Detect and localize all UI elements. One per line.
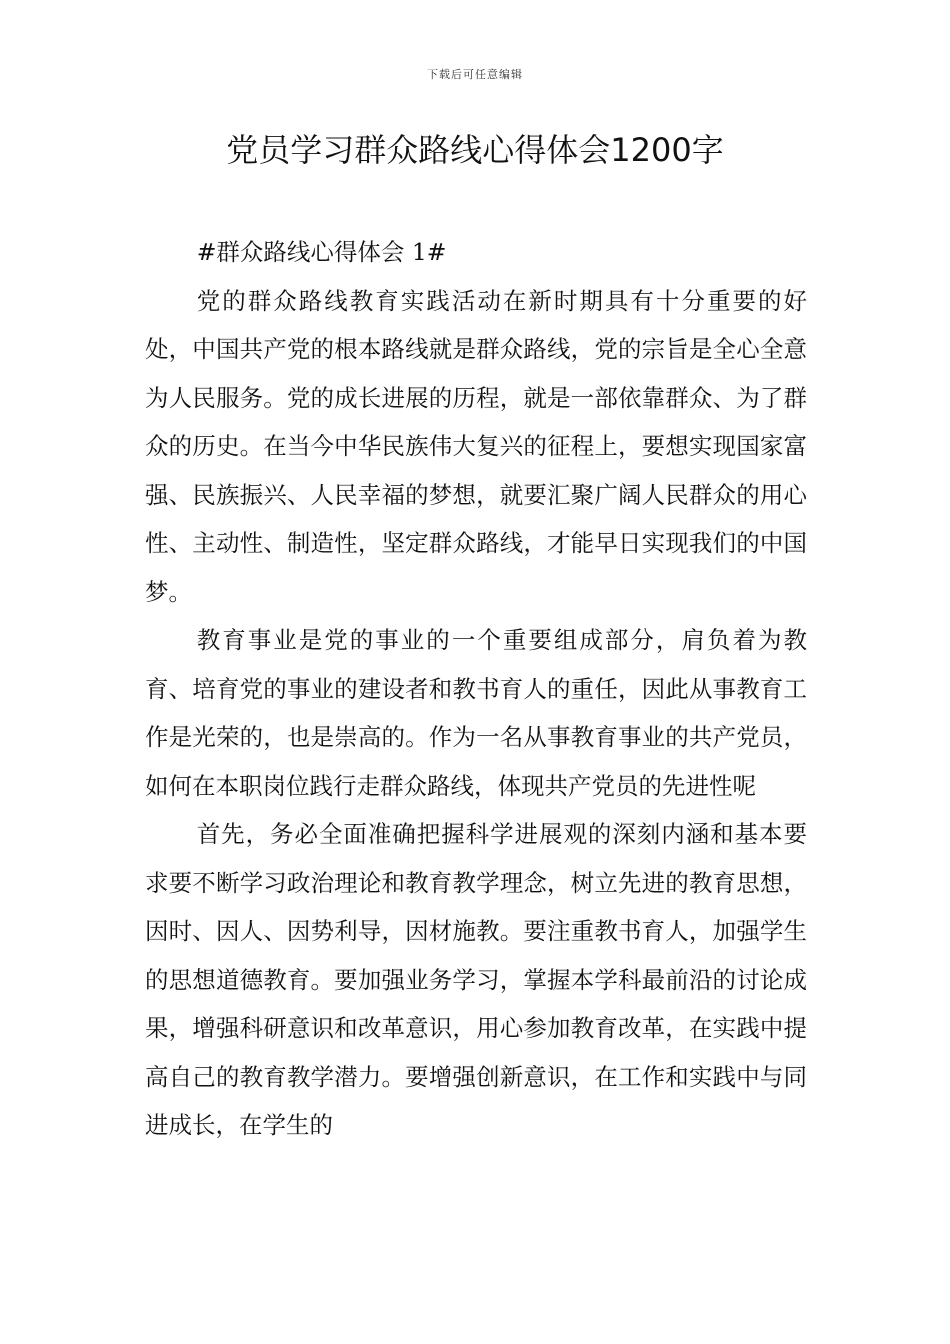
header-note: 下载后可任意编辑 bbox=[427, 68, 523, 81]
document-title: 党员学习群众路线心得体会1200字 bbox=[226, 131, 724, 169]
paragraph-2: 教育事业是党的事业的一个重要组成部分，肩负着为教育、培育党的事业的建设者和教书育人的重任，因此从事教育工作是光荣的，也是崇高的。作为一名从事教育事业的共产党员，如何在本职岗位践行走群众路线，体现共产党员的先进性呢 bbox=[145, 626, 807, 800]
section-heading: #群众路线心得体会 1# bbox=[196, 238, 447, 266]
paragraph-1: 党的群众路线教育实践活动在新时期具有十分重要的好处，中国共产党的根本路线就是群众路线，党的宗旨是全心全意为人民服务。党的成长进展的历程，就是一部依靠群众、为了群众的历史。在当今中华民族伟大复兴的征程上，要想实现国家富强、民族振兴、人民幸福的梦想，就要汇聚广阔人民群众的用心性、主动性、制造性，坚定群众路线，才能早日实现我们的中国梦。 bbox=[145, 286, 807, 606]
paragraph-3: 首先，务必全面准确把握科学进展观的深刻内涵和基本要求要不断学习政治理论和教育教学理念，树立先进的教育思想，因时、因人、因势利导，因材施教。要注重教书育人，加强学生的思想道德教育。要加强业务学习，掌握本学科最前沿的讨论成果，增强科研意识和改革意识，用心参加教育改革，在实践中提高自己的教育教学潜力。要增强创新意识，在工作和实践中与同进成长，在学生的 bbox=[145, 820, 807, 1139]
document-body bbox=[145, 228, 807, 1150]
